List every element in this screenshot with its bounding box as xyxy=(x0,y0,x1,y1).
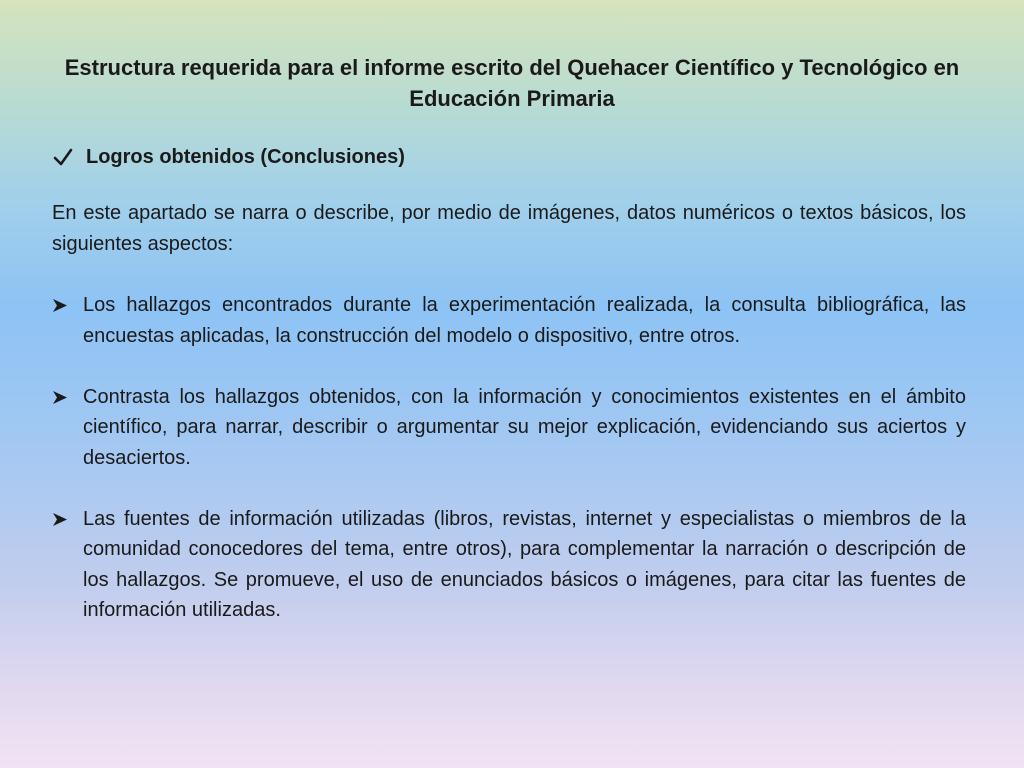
bullet-text: Las fuentes de información utilizadas (libros, revistas, internet y especialistas o miembros de la comunidad conocedores del tema, entre otros), para complementar la narración o descripción de los hallazgos. Se promueve, el uso de enunciados básicos o imágenes, para citar las fuentes de información utilizadas. xyxy=(83,507,966,621)
bullet-text: Contrasta los hallazgos obtenidos, con la información y conocimientos existentes en el ámbito científico, para narrar, describir o argumentar su mejor explicación, evidenciando sus aciertos y desaciertos. xyxy=(83,385,966,469)
section-heading-text: Logros obtenidos (Conclusiones) xyxy=(86,146,405,168)
bullet-item xyxy=(52,382,966,474)
bullet-item xyxy=(52,290,966,351)
bullet-item xyxy=(52,504,966,626)
bullet-list xyxy=(52,290,966,656)
arrow-bullet-icon xyxy=(52,298,68,313)
slide-title: Estructura requerida para el informe escrito del Quehacer Científico y Tecnológico en Educación Primaria xyxy=(64,55,960,111)
bullet-text: Los hallazgos encontrados durante la experimentación realizada, la consulta bibliográfica, las encuestas aplicadas, la construcción del modelo o dispositivo, entre otros. xyxy=(83,294,966,347)
intro-paragraph: En este apartado se narra o describe, por medio de imágenes, datos numéricos o textos básicos, los siguientes aspectos: xyxy=(52,202,966,255)
checkmark-icon xyxy=(52,146,74,168)
section-heading xyxy=(52,143,405,171)
arrow-bullet-icon xyxy=(52,390,68,405)
arrow-bullet-icon xyxy=(52,512,68,527)
